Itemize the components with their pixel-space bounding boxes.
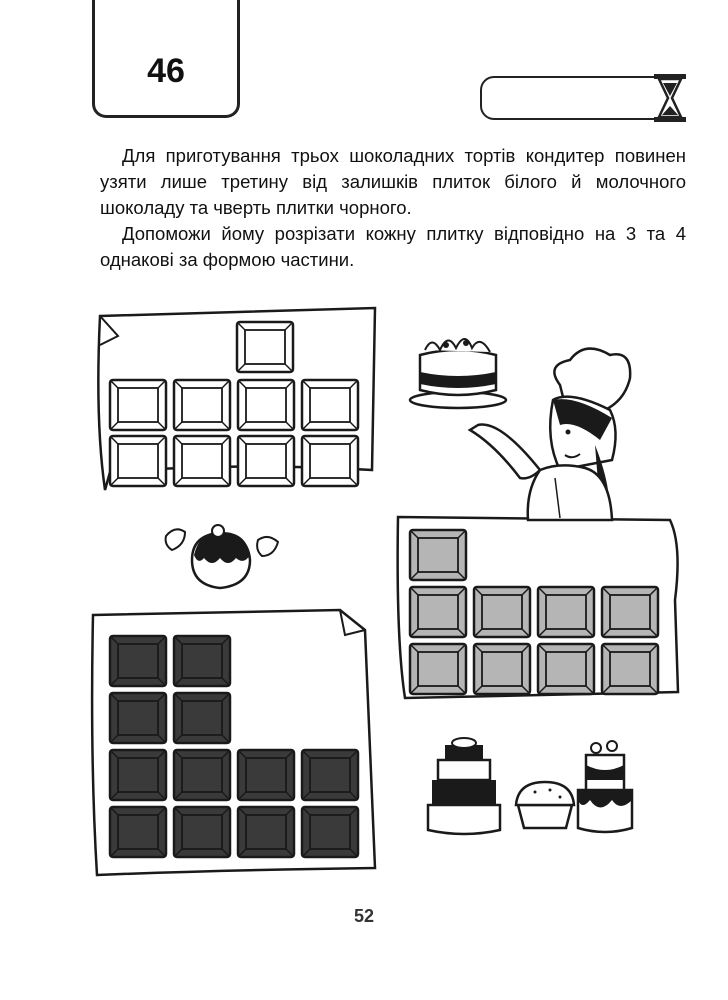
task-paragraph-2: Допоможи йому розрізати кожну плитку відповідно на 3 та 4 однакові за формою частини. [100, 223, 686, 270]
task-paragraph-1: Для приготування трьох шоколадних тортів кондитер повинен узяти лише третину від залишків плиток білого й молочного шоколаду та чверть плитки чорного. [100, 145, 686, 218]
cupcake-icon [516, 782, 574, 828]
chocolate-piece [238, 380, 294, 430]
chocolate-piece [538, 587, 594, 637]
chocolate-piece [110, 436, 166, 486]
chocolate-piece [110, 380, 166, 430]
tiered-cake-icon [428, 738, 500, 834]
chocolate-piece [174, 807, 230, 857]
chocolate-piece [174, 750, 230, 800]
task-number: 46 [147, 52, 185, 90]
chocolate-piece [410, 644, 466, 694]
chocolate-piece [302, 380, 358, 430]
chocolate-piece [110, 693, 166, 743]
chocolate-piece [410, 587, 466, 637]
cake-on-tray-icon [410, 339, 506, 408]
chocolate-piece [302, 750, 358, 800]
chocolate-piece [474, 587, 530, 637]
chocolate-piece [174, 436, 230, 486]
pudding-icon [192, 525, 250, 588]
chocolate-piece [302, 436, 358, 486]
chocolate-piece [602, 644, 658, 694]
chocolate-piece [238, 807, 294, 857]
chocolate-piece [238, 750, 294, 800]
chocolate-piece [474, 644, 530, 694]
page-number: 52 [353, 906, 375, 926]
chocolate-piece [110, 750, 166, 800]
chocolate-piece [110, 807, 166, 857]
chocolate-piece [174, 693, 230, 743]
chocolate-piece [174, 380, 230, 430]
chocolate-piece [410, 530, 466, 580]
chocolate-piece [602, 587, 658, 637]
chocolate-piece [238, 436, 294, 486]
chocolate-piece [538, 644, 594, 694]
chocolate-piece [174, 636, 230, 686]
chocolate-piece [110, 636, 166, 686]
chocolate-piece [237, 322, 293, 372]
tiered-cake-icon [578, 741, 632, 832]
chocolate-piece [302, 807, 358, 857]
